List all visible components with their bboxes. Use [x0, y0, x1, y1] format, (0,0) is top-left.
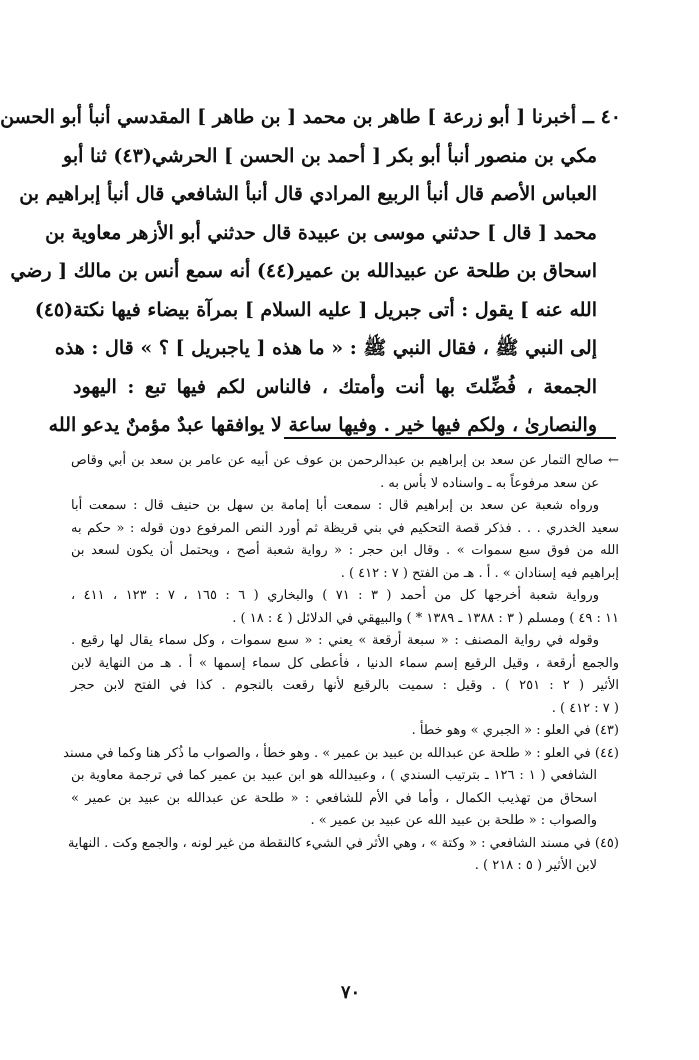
footnote-line: اسحاق من تهذيب الكمال ، وأما في الأم للشافعي : « طلحة عن عبدالله بن عبيد بن عمير » — [71, 790, 598, 806]
footnote-line: الشافعي ( ١ : ١٢٦ ـ بترتيب السندي ) ، وعبيدالله هو ابن عبيد بن عمير كما في ترجمة معاوية بن — [71, 768, 597, 783]
footnote-line: عن سعد مرفوعاً به ـ واسناده لا بأس به . — [380, 475, 599, 491]
footnote-line: الله من فوق سبع سموات » . وقال ابن حجر : « رواية شعبة أصح ، ويحتمل أن يكون لسعد بن — [71, 543, 619, 558]
main-text-line: الله عنه ] يقول : أتى جبريل [ عليه السلام ] بمرآة بيضاء فيها نكتة(٤٥) — [34, 298, 597, 321]
book-page — [2, 0, 699, 1060]
footnote-line: ١١ : ٤٩ ) ومسلم ( ٣ : ١٣٨٨ ـ ١٣٨٩ * ) والبيهقي في الدلائل ( ٤ : ١٨ ) . — [232, 610, 619, 626]
footnote-line: لابن الأثير ( ٥ : ٢١٨ ) . — [474, 858, 597, 873]
footnote-line: ← صالح التمار عن سعد بن إبراهيم بن عبدالرحمن بن عوف عن أبيه عن عامر بن سعد بن أبي وقاص — [71, 453, 619, 468]
page-number: ٧٠ — [340, 982, 361, 1003]
main-text-line: الجمعة ، فُضِّلتَ بها أنت وأمتك ، فالناس لكم فيها تبع : اليهود — [73, 375, 597, 398]
footnote-line: (٤٤) في العلو : « طلحة عن عبدالله بن عبيد بن عمير » . وهو خطأ ، والصواب ما ذُكر هنا وكما في مسند — [63, 745, 619, 761]
main-text-line: اسحاق بن طلحة عن عبيدالله بن عمير(٤٤) أنه سمع أنس بن مالك [ رضي — [10, 260, 597, 282]
footnote-line: ورواية شعبة أخرجها كل من أحمد ( ٣ : ٧١ ) والبخاري ( ٦ : ١٦٥ ، ٧ : ١٢٣ ، ٤١١ ، — [71, 588, 599, 603]
footnote-line: والصواب : « طلحة بن عبيد الله عن عبيد بن عمير » . — [310, 813, 597, 828]
footnote-line: سعيد الخدري . . . فذكر قصة التحكيم في بني قريظة ثم أورد النص المرفوع دون قوله : « حكم به — [71, 520, 619, 536]
footnote-line: إبراهيم فيه إسنادان » . أ . هـ من الفتح ( ٧ : ٤١٢ ) . — [340, 565, 619, 581]
main-text-line: محمد [ قال ] حدثني موسى بن عبيدة قال حدثني أبو الأزهر معاوية بن — [45, 221, 597, 244]
main-text-line: العباس الأصم قال أنبأ الربيع المرادي قال أنبأ الشافعي قال أنبأ إبراهيم بن — [19, 183, 597, 205]
footnote-line: الأثير ( ٢ : ٢٥١ ) . وقيل : سميت بالرقيع لأنها رقعت بالنجوم . كذا في الفتح لابن حجر — [71, 678, 619, 693]
footnote-line: ( ٧ : ٤١٢ ) . — [551, 700, 619, 716]
main-text-line: ٤٠ ــ أخبرنا [ أبو زرعة ] طاهر بن محمد [ بن طاهر ] المقدسي أنبأ أبو الحسن — [0, 106, 621, 128]
footnotes-block — [63, 450, 619, 878]
footnote-line: (٤٣) في العلو : « الجبري » وهو خطأ . — [411, 723, 619, 738]
footnote-line: ورواه شعبة عن سعد بن إبراهيم قال : سمعت أبا إمامة بن سهل بن حنيف قال : سمعت أبا — [71, 498, 599, 513]
main-text-line: إلى النبي ﷺ ، فقال النبي ﷺ : « ما هذه [ ياجبريل ] ؟ » قال : هذه — [54, 337, 597, 359]
footnote-line: (٤٥) في مسند الشافعي : « وكتة » ، وهي الأثر في الشيء كالنقطة من غير لونه ، والجمع وكت . النهاية — [67, 835, 619, 851]
main-text-block — [0, 98, 621, 445]
footnote-line: والجمع أرقعة ، وقيل الرقيع إسم سماء الدنيا ، فأعطى كل سماء إسمها » أ . هـ من النهاية لابن — [71, 655, 619, 671]
main-text-line: والنصارىٰ ، ولكم فيها خير . وفيها ساعة لا يوافقها عبدٌ مؤمنٌ يدعو الله — [48, 414, 597, 436]
footnote-line: وقوله في رواية المصنف : « سبعة أرقعة » يعني : « سبع سموات ، وكل سماء يقال لها رقيع . — [71, 633, 599, 648]
main-text-line: مكي بن منصور أنبأ أبو بكر [ أحمد بن الحسن ] الحرشي(٤٣) ثنا أبو — [63, 144, 597, 167]
footnote-separator — [284, 437, 616, 439]
